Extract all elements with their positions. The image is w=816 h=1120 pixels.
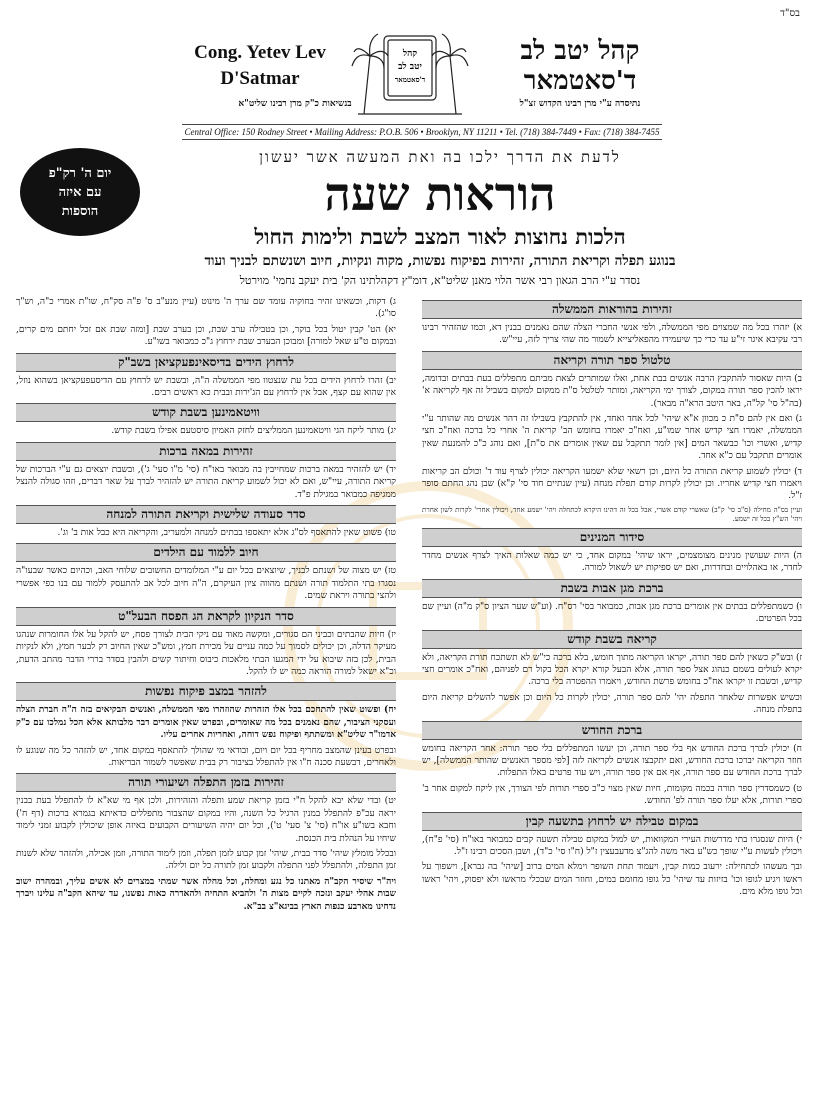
congregation-name-hebrew: קהל יטב לב ד'סאטמאר xyxy=(520,36,640,96)
halacha-paragraph: י) היות שנסגרו בתי מדרשות העירי המקוואות, יש למול במקום טבילה תשעה קבים כמבואר באו"ח (סי' פ"ח), ויכולין לעשות ע"י שופך כש"ע באר משה להג"צ מדעבעצין ז"ל (ח"ו סי' כ"ד), ושבן הסכים רבינו ז"ל. xyxy=(422,834,802,857)
section-heading: זהירות במאה ברכות xyxy=(16,442,396,461)
halacha-paragraph: ד) יכולין לשמוע קריאת התורה כל היום, וכן רשאי שלא ישמעו הקריאה יכולין לצרף עוד ד' וכולם הב קריאות ויאמרו חצי קדיש אחריו. וכן יכולין לקרות קודם תפלת מנחה (עיין שנתיים חוד סי' ק"א) שבן נהג החתם סופר ז"ל. xyxy=(422,466,802,502)
section-heading: סדר סעודה שלישית וקריאת התורה למנחה xyxy=(16,505,396,524)
subtitle: הלכות נחוצות לאור המצב לשבת ולימות החול xyxy=(254,224,626,249)
halacha-paragraph: ג) ואם אין להם ס"ת כ מכוון א"א שיהי' לכל אחד ואחד, אין להתקבץ בשבילו זה דהר אנשים מה שהותר ע"י הממשלה, יאמרו חצי קדיש אחר שמו"ע, ואח"כ יאמרו בחומש הב' קריאת ה' אחרי כל ברכה ואח"כ חצי קדיש, ואשרי וכו' כבשאר המים [אין לומר תתקבל עם שאין אומרים את ס"ת], ואם נוהג כ"כ להמנעת שאין אומרים תתקבל עם כ"א אחד. xyxy=(422,414,802,462)
section-heading: ברכת מגן אבות בשבת xyxy=(422,579,802,598)
footnote: ועיין בס"ה מחילה (ס"ב סי' ק"ב) שאשרי קודם אשרי, אבל בכל זה דהינו היקרא לכתחלה ויהי' ישמע אחד, ויכולין אחרי' לקרות לשון אחרת ויהי' הש"ץ בכל זה ישמע. xyxy=(422,505,802,523)
update-badge: יום ה' רק"פ עם איזה הוספות xyxy=(20,148,140,236)
section-heading: במקום טבילה יש לרחוץ בתשעה קבין xyxy=(422,812,802,831)
halacha-paragraph: יא) הט' קבין יטול בכל בוקר, וכן בטבילה ערב שבת, וכן בערב שבת [ומזה שבת אם זכל יחתם מים קרים, ובמקום ט"ע שאל למורה] ומבוכן הבערב שבת ירחוץ ג"כ כמבואר בשו"ע. xyxy=(16,324,396,348)
section-heading: ברכת החודש xyxy=(422,721,802,740)
document-page xyxy=(10,6,806,1114)
left-column xyxy=(16,296,396,1112)
halacha-paragraph: ובך מעשהו לכתחילה: ירעוב כמות קבין, ויעמוד תחת השופר וימלא המים ברוב [שיהי' בה גברא], וישפוך על ראשו ויגיע לגופו וכו' בזיזות עד שיהי' כל גופו מחומם במים, וחוזר המים שבכלי מראשו ולא יפסוק, ויהי' ראשו וכל גופו מלא מים. xyxy=(422,862,802,898)
section-heading: סידור המנינים xyxy=(422,528,802,547)
halacha-paragraph: יד) יש להזהיר במאה ברכות שמחייבין בה מבואר באו"ח (סי' מ"ו סעי' ג'), ובשבת יוצאים גם ע"י הברכות של קריאת התורה, עיי"ש, ואם לא יכול לשמוע קריאת התורה יש להזהיר לברך על שאר דברים, וזהו סגולה להנצל ממגיפה כמבואר במגילת פ"ד. xyxy=(16,464,396,500)
halacha-paragraph: ז) ובש"ק כשאין להם ספר תורה, יקראו הקריאה מתוך חומש, בלא ברכה כי"ש לא תשתכח תורת הקריאה, ולא יקרא לעולים בשמם כנהוג אצל ספר תורה, אלא הבעל קורא יקרא הכל בקול רם לפניהם, ואח"כ אומרים חצי קדיש, ובשבת זו יקראו אח"כ בחומש פרשת החודש, ויאמרו ההפטרה בלי ברכה. xyxy=(422,652,802,688)
section-heading: להזהר במצב פיקוח נפשות xyxy=(16,682,396,701)
halacha-paragraph: ב) היות שאסור להתקבץ הרבה אנשים בבת אחת, ואלו שמותרים לצאת מביתם מתפללים בעת בבתים ובדומה, יראו להכין ספר תורה במקום, לצורך ימי הקריאה, ומותר לטלטל ס"ת ממקום למקום בשביל זה אף לקריאה א' (בה"ל סי' קל"ה, באר היטב הרא"ה מבאר). xyxy=(422,373,802,409)
halacha-paragraph: ג) דקות, וכשאינו זהיר בחוקיה עומד שם ערך ה' מינוט (עיין מנע"ב ס' פ"ה סק"ח, שו"ת אמרי כ"ה, וש"ך סו"ג). xyxy=(16,297,396,320)
halacha-paragraph: יב) זהרו לרחוץ הידים בכל עת שנצטוו מפי הממשלה ה"ה, ובשבת יש לרחוץ עם הדיסעפעקציאן בשהוא נוזל, אין שהוא עם קצף, אבל אין לרחוץ עם הג'ירות ובבית כא ראשים רבים. xyxy=(16,375,396,399)
halacha-paragraph: ובפרט בעינן שהמצב מחריף בכל יום ויום, ובודאי מי שהולך להתאסף במקום אחד, יש להזהר כל מה שנוגע לו ולאחרים, דבשעת סכנה ח"ו אין להתפלל בציבור רק בבית שאפשר לשמור הבריאות. xyxy=(16,745,396,768)
section-heading: לרחוץ הידים בדיסאינפעקציאן בשב"ק xyxy=(16,353,396,372)
section-heading: טלטול ספר תורה וקריאה xyxy=(422,351,802,370)
address-bar: Central Office: 150 Rodney Street • Mailing Address: P.O.B. 506 • Brooklyn, NY 11211 • Tel. (718) 384-7449 • Fax: (718) 384-7455 xyxy=(182,124,662,140)
section-heading: וויטאמינען בשבת קודש xyxy=(16,403,396,422)
halacha-paragraph: יח) ופשוט שאין להתחכם בכל אלו הזהרות שהוזהרו מפי הממשלה, ואנשים הבקיאים בזה ה"ה חברת הצלה ועסקני הציבור, שהם נאמנים בכל מה שאומרים, ובפרט שאין אומרים דבר מלבותא אלא הכל נמלכו עם כ"ק אדמו"ר שליט"א ומשתתף ופיקוח נפש דוחה, ואחריות אחרים עליו. xyxy=(16,705,396,741)
halacha-paragraph: ויה"ר שיסיר הקב"ה מאתנו כל נגע ומחלה, וכל מחלה אשר שמתי במצרים לא אשים עליך, ובמהרה ישוב שבות אהלי יעקב ונזכה לקיים מצות ה' ולהביא התחיה ולהאדרה כאות נפשנו, עד שיהא הקב"ה עלינו ויברך נדחינו מארבע כנפות הארץ בביגא"צ בב"א. xyxy=(16,876,396,912)
halacha-paragraph: ה) היות שעושין מנינים מצומצמים, יראו שיהי' במקום אחד, כי יש כמה שאלות האיך לצרף אנשים מחדר לחדר, או באהלויים ובחדרות, ואם יש ספיקות יש לשאול למורה. xyxy=(422,550,802,574)
section-heading: קריאה בשבת קודש xyxy=(422,630,802,649)
author-line: נסדר ע"י הרב הגאון רבי אשר הלוי מאנן שליט"א, דומ"ץ דקהלתינו הק' בית יעקב נחמי' מוירטל xyxy=(239,274,641,287)
halacha-paragraph: ט) כשמסדרין ספר תורה בכמה מקומות, חיות שאין מצוי כ"כ ספרי תורות לפי הצורך, אין ליקח למקום אחר ב' ספרי תורות, אלא יעלו ספר תורה לפ' החודש. xyxy=(422,783,802,807)
halacha-paragraph: טו) פשוט שאין להתאסף לס"ג אלא יתאספו בבתים למנחה ולמעריב, והקריאה היא כבל אות ב' וג'. xyxy=(57,528,396,539)
leadership-line: בנשיאות כ"ק מרן רבינו שליט"א xyxy=(238,99,352,109)
halacha-paragraph: ו) כשמתפללים בבתים אין אומרים ברכת מגן אבות, כמבואר בסי' רס"ח. (וע"ש שער הציון ס"ק מ"ה) ועיין שם בכל הפרטים. xyxy=(422,601,802,625)
halacha-paragraph: וכשיש אפשרות שלאחר התפלה יהי' להם ספר תורה, יכולין לקרות כל היום וכן אפשר להשלים קריאת היום בתפלת מנחה. xyxy=(422,692,802,716)
halacha-paragraph: ובכלל מומלץ שיהי' סדר בבית, שיהי' זמן קבוע לזמן תפלה, וזמן לימוד התורה, וזמן אכילה, ולהזהר שלא לשנות זמן התפלה, ולהתפלל לפני התפלה ולקבוע זמן לתורה כל יום ולילה. xyxy=(16,848,396,872)
svg-text:ד'סאטמאר: ד'סאטמאר xyxy=(394,75,426,84)
right-column xyxy=(422,296,802,1112)
halacha-paragraph: יג) מותר ליקח הגי וויטאמינען הממליצים לחזק האמיון סיסטעם אפילו בשבת קודש. xyxy=(111,426,396,437)
main-title: הוראות שעה xyxy=(324,167,556,221)
topics-line: בנוגע תפלה וקריאת התורה, זהירות בפיקוח נפשות, מקוה ונקיות, חיוב ושנשתם לבניך ועוד xyxy=(204,253,676,269)
seal-text: קהל xyxy=(402,49,418,59)
halacha-paragraph: א) יזהרו בכל מה שמצוים מפי הממשלה, ולפי אנשי החברי הצלה שהם נאמנים בבנין דא, וכמו שהזהיר רבינו רבי עקיבא איגר זי"ע עד כדי כך שיעמידו מהפאליצייא לשמור מה שהי צריך לזה, עיי"ש. xyxy=(422,323,802,346)
halacha-paragraph: יז) חיות שהבתים וכביני הם סגורים, ומקשה מאוד עם ניקי הבית לצורך פסח, יש להקל על אלו החומרות שנהגו מעיקר הדלה, וכן יכולים לסמוך על כמה עניים על מכירת חמץ, ומש"כ שאין החיוב רק לבער חמץ, ולא לנקיות הבית, לכן בזה שיבוא על ידי המגעו הבתי מלאכות כיבוס וחיתור קשים ולהבין בסדר בררי הדבר מהתב הדעת, וכ"א ישאל למורה הוראה כמה יש לו להקל. xyxy=(16,629,396,677)
svg-text:יטב לב: יטב לב xyxy=(398,62,422,72)
section-heading: חיוב ללמוד עם הילדים xyxy=(16,543,396,562)
founder-line: נתיסדה ע"י מרן רבינו הקדוש זצ"ל xyxy=(519,99,641,109)
halacha-paragraph: ח) יכולין לברך ברכת החודש אף בלי ספר תורה, וכן יעשו המתפללים בלי ספר תורה: אחר הקריאה בחומש חוזר הקריאה יברכו ברכת החודש, ואם יתקבצו אנשים לקריאה לזה [לפי מספר האנשים שהותר הממשלה], יש לברך ברכת החודש עם ספר תורה, אף אם אין ספר תורה, ויש עוד פרטים באלו התפלות. xyxy=(422,743,802,779)
page-label: בס"ד xyxy=(780,8,800,19)
halacha-paragraph: טז) יש מצוה של ושנתם לבניך, שיוצאים בכל יום ע"י המלומדים החשובים שלוחי האב, וכהיום כאשר שבעו"ה נסגרו בתי התלמוד תורה ושנתם מהווה ציון העיקרם, ה"ה חיוב לכל אב להתעסק ללמוד עם בנו כפי אפשרי ולהצי בתורה ויראת שמים. xyxy=(16,566,396,602)
letterhead xyxy=(10,6,806,118)
section-heading: סדר הנקיון לקראת הג הפסח הבעל"ט xyxy=(16,607,396,626)
halacha-paragraph: יט) ובדי שלא יבא להקל ח"י בזמן קריאת שמע ותפלה והזהירות, ולכן אף מי שא"א לו להתפלל בעת בבנין יראה עכ"פ להתפלל במנין הרגיל כל השנה, והיו במקום שהצבור מתפללים כדאיתא בגמרא ברכות (דף ח') וחבא בשו"ע או"ח (סי' צ' סעי' ט'), וכל יום יהיה השיעורים הקבועים באיזה אופן שיכולין לקבוע זמני לימוד שיחיו על הנהלת בית הכנסת. xyxy=(16,796,396,844)
section-heading: זהירות בזמן התפלה ושיעורי תורה xyxy=(16,773,396,792)
congregation-name-english: Cong. Yetev Lev D'Satmar xyxy=(194,42,326,89)
opening-verse: לדעת את הדרך ילכו בה ואת המעשה אשר יעשון xyxy=(259,148,621,166)
section-heading: זהירות בהוראות הממשלה xyxy=(422,300,802,319)
